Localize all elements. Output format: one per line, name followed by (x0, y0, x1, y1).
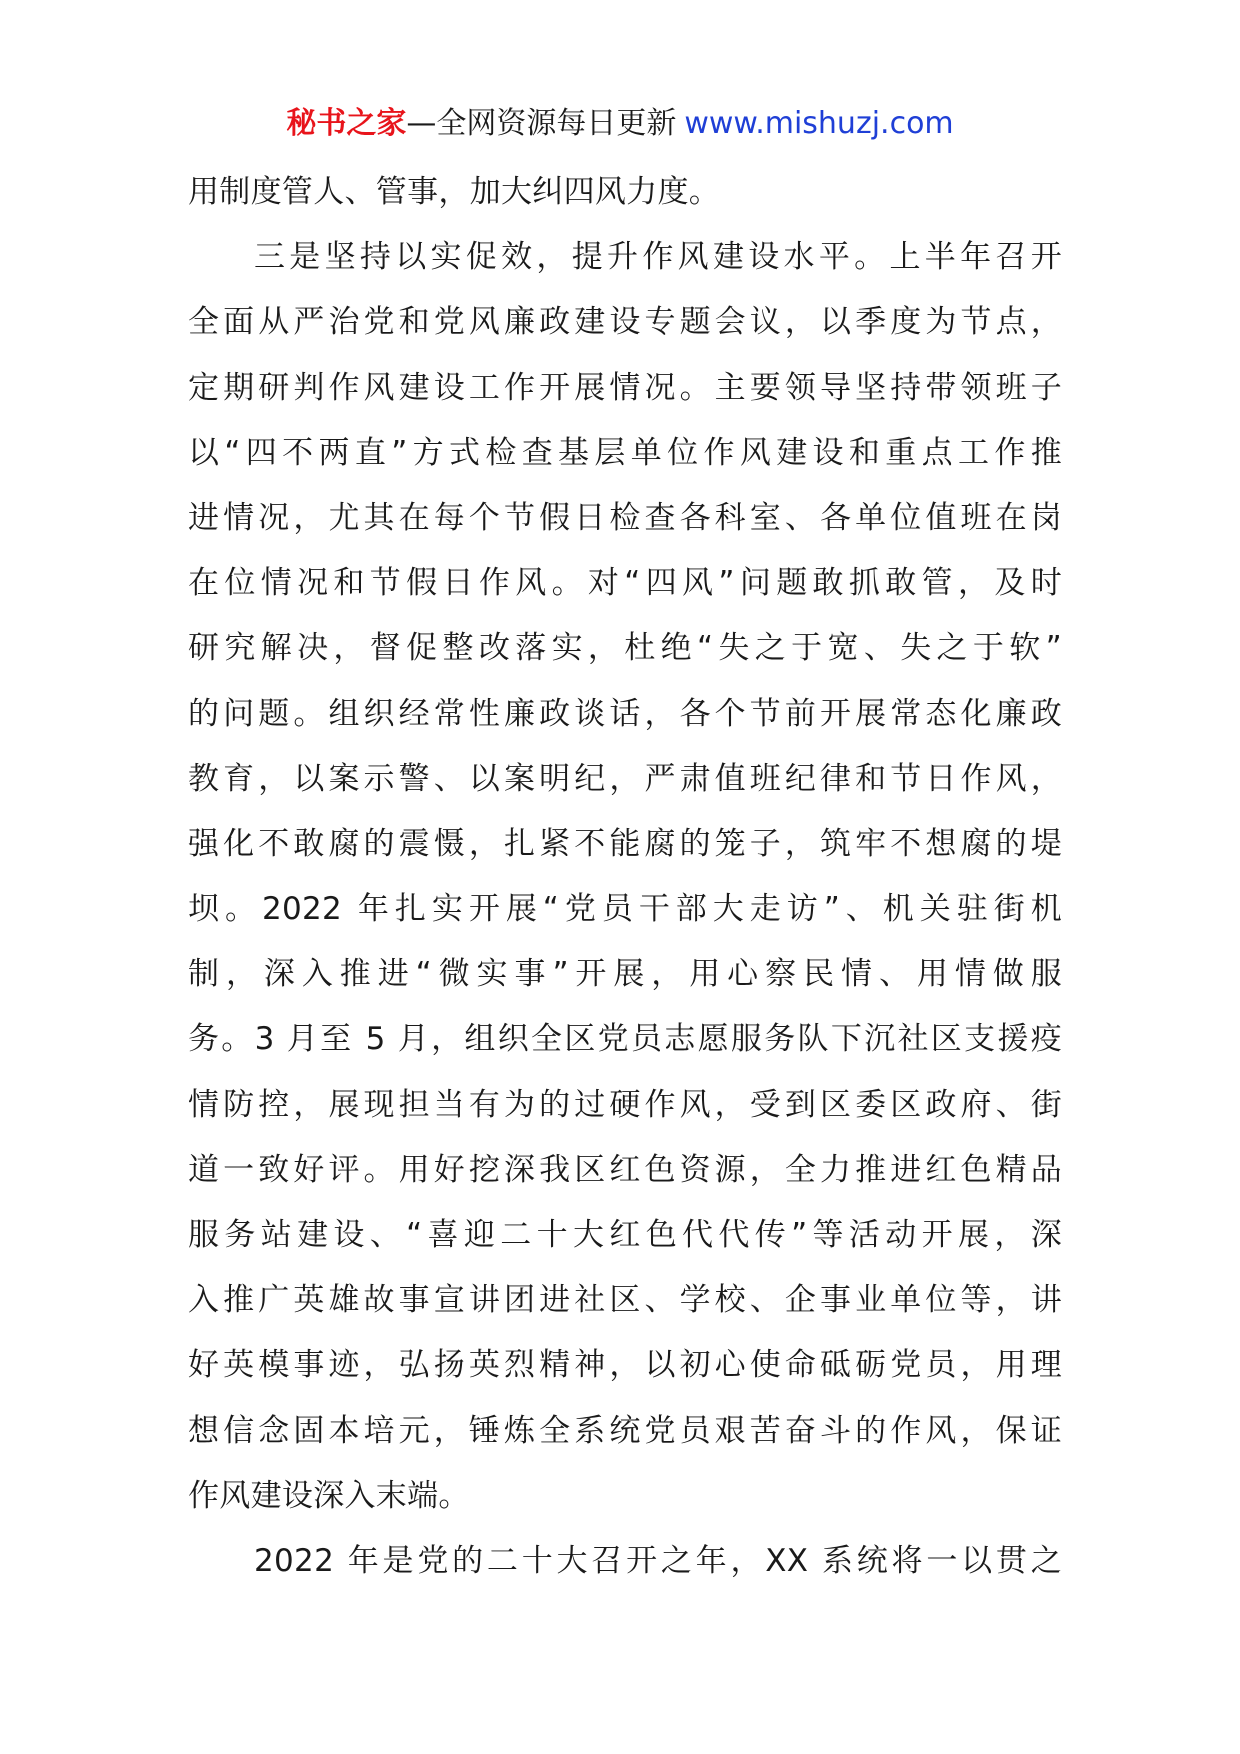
site-header (0, 104, 1240, 144)
paragraph-start-line: 2022 年是党的二十大召开之年，XX 系统将一以贯之 (254, 1542, 1062, 1579)
document-body (188, 160, 1062, 1594)
text-line: 强化不敢腐的震慑，扎紧不能腐的笼子，筑牢不想腐的堤 (188, 825, 1062, 862)
text-line: 教育，以案示警、以案明纪，严肃值班纪律和节日作风， (188, 760, 1062, 797)
text-line: 入推广英雄故事宣讲团进社区、学校、企事业单位等，讲 (188, 1282, 1062, 1319)
header-dash: — (406, 106, 437, 141)
text-line: 的问题。组织经常性廉政谈话，各个节前开展常态化廉政 (188, 695, 1062, 732)
text-line: 制，深入推进“微实事”开展，用心察民情、用情做服 (188, 956, 1062, 993)
header-slogan: 全网资源每日更新 (436, 106, 677, 141)
text-line: 以“四不两直”方式检查基层单位作风建设和重点工作推 (188, 434, 1062, 471)
brand-name: 秘书之家 (286, 106, 407, 141)
text-line: 想信念固本培元，锤炼全系统党员艰苦奋斗的作风，保证 (188, 1412, 1062, 1449)
text-line: 在位情况和节假日作风。对“四风”问题敢抓敢管，及时 (188, 565, 1062, 602)
text-line: 务。3 月至 5 月，组织全区党员志愿服务队下沉社区支援疫 (188, 1021, 1062, 1058)
site-url-link[interactable]: www.mishuzj.com (684, 106, 954, 141)
text-line: 服务站建设、“喜迎二十大红色代代传”等活动开展，深 (188, 1217, 1062, 1253)
text-line: 道一致好评。用好挖深我区红色资源，全力推进红色精品 (188, 1151, 1062, 1188)
text-line: 定期研判作风建设工作开展情况。主要领导坚持带领班子 (188, 369, 1062, 406)
text-line: 研究解决，督促整改落实，杜绝“失之于宽、失之于软” (188, 630, 1062, 667)
text-line: 作风建设深入末端。 (188, 1477, 470, 1514)
text-line: 好英模事迹，弘扬英烈精神，以初心使命砥砺党员，用理 (188, 1347, 1062, 1384)
text-line: 进情况，尤其在每个节假日检查各科室、各单位值班在岗 (188, 499, 1062, 536)
text-line: 全面从严治党和党风廉政建设专题会议，以季度为节点， (188, 304, 1062, 341)
text-line: 坝。2022 年扎实开展“党员干部大走访”、机关驻街机 (188, 891, 1062, 928)
text-line: 用制度管人、管事，加大纠四风力度。 (188, 174, 721, 210)
text-line: 情防控，展现担当有为的过硬作风，受到区委区政府、街 (188, 1086, 1062, 1123)
paragraph-start-line: 三是坚持以实促效，提升作风建设水平。上半年召开 (254, 239, 1062, 276)
